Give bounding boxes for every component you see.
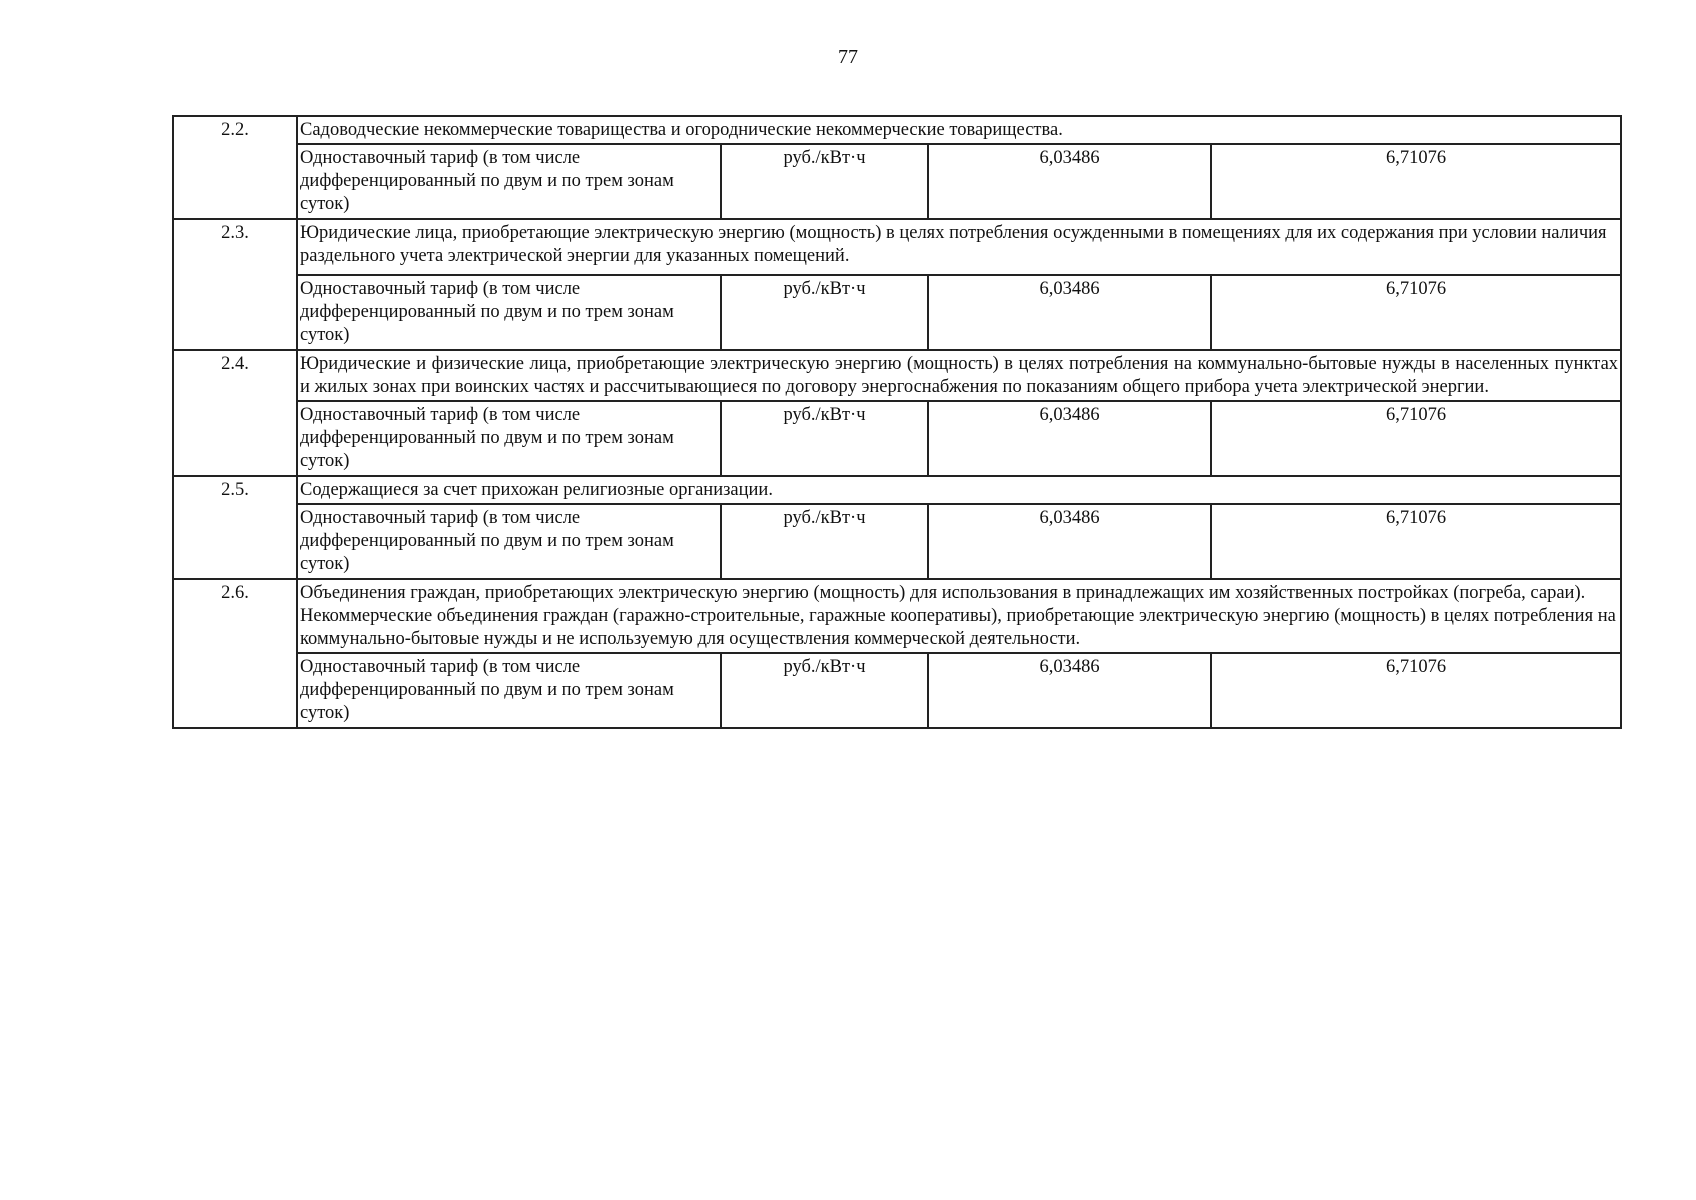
category-description: [297, 476, 1621, 504]
tariff-name: Одноставочный тариф (в том числе дифференцированный по двум и по трем зонам суток): [297, 144, 721, 219]
tariff-value-1: 6,03486: [928, 401, 1211, 476]
tariff-row: [173, 504, 1621, 579]
category-row: [173, 579, 1621, 653]
category-text: Объединения граждан, приобретающих электрическую энергию (мощность) для использования в принадлежащих им хозяйственных постройках (погреба, сараи).: [300, 583, 1586, 603]
tariff-value-2: 6,71076: [1211, 653, 1621, 728]
category-text: Юридические и физические лица, приобретающие электрическую энергию (мощность) в целях потребления на коммунально-бытовые нужды в населенных пунктах и жилых зонах при воинских частях и рассчитывающиеся по договору энергоснабжения по показаниям общего прибора учета электрической энергии.: [300, 354, 1619, 397]
row-number: 2.3.: [173, 219, 297, 350]
tariff-unit: руб./кВт·ч: [721, 401, 928, 476]
tariff-value-1: 6,03486: [928, 144, 1211, 219]
category-text: Юридические лица, приобретающие электрическую энергию (мощность) в целях потребления осужденными в помещениях для их содержания при условии наличия раздельного учета электрической энергии для указанных помещений.: [300, 223, 1607, 266]
category-row: [173, 350, 1621, 401]
row-number: 2.4.: [173, 350, 297, 476]
tariff-unit: руб./кВт·ч: [721, 275, 928, 350]
row-number: 2.2.: [173, 116, 297, 219]
tariff-row: [173, 653, 1621, 728]
tariff-row: [173, 275, 1621, 350]
tariff-row: [173, 144, 1621, 219]
category-description: [297, 350, 1621, 401]
category-description: [297, 579, 1621, 653]
tariff-value-2: 6,71076: [1211, 401, 1621, 476]
tariff-unit: руб./кВт·ч: [721, 504, 928, 579]
tariff-value-1: 6,03486: [928, 275, 1211, 350]
tariff-unit: руб./кВт·ч: [721, 144, 928, 219]
tariff-value-2: 6,71076: [1211, 275, 1621, 350]
tariff-table: [172, 115, 1622, 729]
tariff-value-2: 6,71076: [1211, 144, 1621, 219]
row-number: 2.6.: [173, 579, 297, 728]
tariff-value-1: 6,03486: [928, 504, 1211, 579]
tariff-name: Одноставочный тариф (в том числе дифференцированный по двум и по трем зонам суток): [297, 275, 721, 350]
tariff-name: Одноставочный тариф (в том числе дифференцированный по двум и по трем зонам суток): [297, 653, 721, 728]
tariff-value-2: 6,71076: [1211, 504, 1621, 579]
category-row: [173, 116, 1621, 144]
tariff-name: Одноставочный тариф (в том числе дифференцированный по двум и по трем зонам суток): [297, 401, 721, 476]
category-text: Садоводческие некоммерческие товарищества и огороднические некоммерческие товарищества.: [300, 120, 1063, 140]
category-description: [297, 116, 1621, 144]
row-number: 2.5.: [173, 476, 297, 579]
tariff-value-1: 6,03486: [928, 653, 1211, 728]
page-number: 77: [838, 46, 858, 68]
tariff-unit: руб./кВт·ч: [721, 653, 928, 728]
category-description: [297, 219, 1621, 275]
category-row: [173, 476, 1621, 504]
tariff-row: [173, 401, 1621, 476]
category-text: Содержащиеся за счет прихожан религиозные организации.: [300, 480, 773, 500]
category-row: [173, 219, 1621, 275]
category-text: Некоммерческие объединения граждан (гаражно-строительные, гаражные кооперативы), приобретающие электрическую энергию (мощность) в целях потребления на коммунально-бытовые нужды и не используемую для осуществления коммерческой деятельности.: [300, 606, 1616, 649]
tariff-name: Одноставочный тариф (в том числе дифференцированный по двум и по трем зонам суток): [297, 504, 721, 579]
